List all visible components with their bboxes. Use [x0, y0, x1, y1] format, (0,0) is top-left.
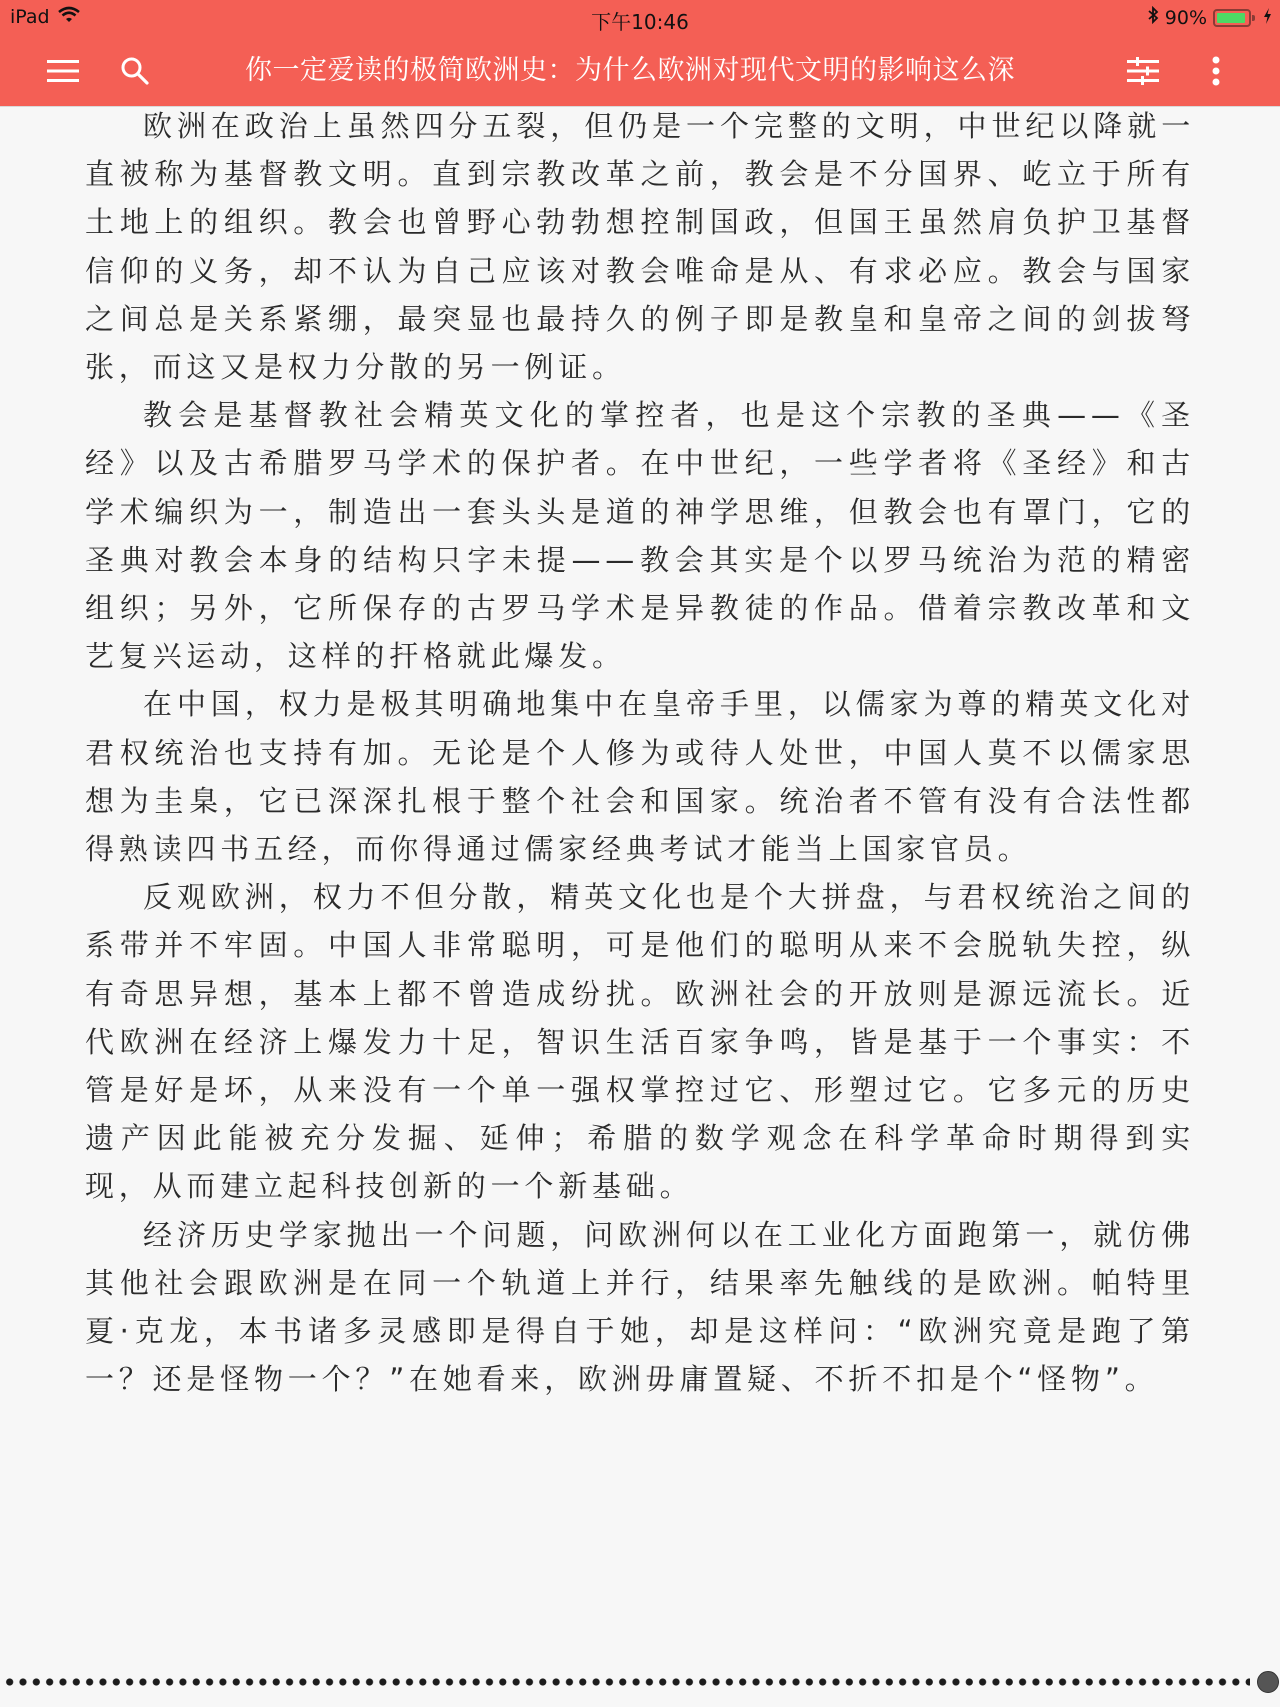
- device-label: iPad: [10, 6, 50, 28]
- paragraph: 反观欧洲，权力不但分散，精英文化也是个大拼盘，与君权统治之间的系带并不牢固。中国人非常聪明，可是他们的聪明从来不会脱轨失控，纵有奇思异想，基本上都不曾造成纷扰。欧洲社会的开放则是源远流长。近代欧洲在经济上爆发力十足，智识生活百家争鸣，皆是基于一个事实：不管是好是坏，从来没有一个单一强权掌控过它、形塑过它。它多元的历史遗产因此能被充分发掘、延伸；希腊的数学观念在科学革命时期得到实现，从而建立起科技创新的一个新基础。: [85, 880, 1195, 1204]
- menu-icon[interactable]: [42, 50, 84, 92]
- search-icon[interactable]: [114, 50, 156, 92]
- reading-content: [85, 102, 1195, 1403]
- book-title: 你一定爱读的极简欧洲史：为什么欧洲对现代文明的影响这么深: [245, 55, 1015, 86]
- nav-bar: [0, 36, 1280, 106]
- top-bar: [0, 0, 1280, 107]
- progress-track[interactable]: [3, 1678, 1250, 1686]
- status-bar: [0, 0, 1280, 34]
- battery-icon: [1213, 9, 1251, 27]
- bluetooth-icon: [1147, 6, 1159, 29]
- more-vertical-icon[interactable]: [1195, 50, 1237, 92]
- paragraph: 教会是基督教社会精英文化的掌控者，也是这个宗教的圣典——《圣经》以及古希腊罗马学术的保护者。在中世纪，一些学者将《圣经》和古学术编织为一，制造出一套头头是道的神学思维，但教会也有罩门，它的圣典对教会本身的结构只字未提——教会其实是个以罗马统治为范的精密组织；另外，它所保存的古罗马学术是异教徒的作品。借着宗教改革和文艺复兴运动，这样的扞格就此爆发。: [85, 398, 1195, 674]
- paragraph: 在中国，权力是极其明确地集中在皇帝手里，以儒家为尊的精英文化对君权统治也支持有加。无论是个人修为或待人处世，中国人莫不以儒家思想为圭臬，它已深深扎根于整个社会和国家。统治者不管有没有合法性都得熟读四书五经，而你得通过儒家经典考试才能当上国家官员。: [85, 687, 1195, 867]
- paragraph: 经济历史学家抛出一个问题，问欧洲何以在工业化方面跑第一，就仿佛其他社会跟欧洲是在同一个轨道上并行，结果率先触线的是欧洲。帕特里夏·克龙，本书诸多灵感即是得自于她，却是这样问：“欧洲究竟是跑了第一？还是怪物一个？”在她看来，欧洲毋庸置疑、不折不扣是个“怪物”。: [85, 1217, 1195, 1397]
- charging-icon: [1263, 7, 1272, 29]
- status-right: [1147, 6, 1272, 29]
- battery-percent: 90%: [1164, 6, 1207, 29]
- paragraph: 欧洲在政治上虽然四分五裂，但仍是一个完整的文明，中世纪以降就一直被称为基督教文明。直到宗教改革之前，教会是不分国界、屹立于所有土地上的组织。教会也曾野心勃勃想控制国政，但国王虽然肩负护卫基督信仰的义务，却不认为自己应该对教会唯命是从、有求必应。教会与国家之间总是关系紧绷，最突显也最持久的例子即是教皇和皇帝之间的剑拔弩张，而这又是权力分散的另一例证。: [85, 109, 1195, 385]
- settings-sliders-icon[interactable]: [1122, 50, 1164, 92]
- page-progress-bar: [0, 1670, 1280, 1696]
- progress-knob[interactable]: [1257, 1671, 1279, 1693]
- clock: 下午10:46: [591, 10, 689, 34]
